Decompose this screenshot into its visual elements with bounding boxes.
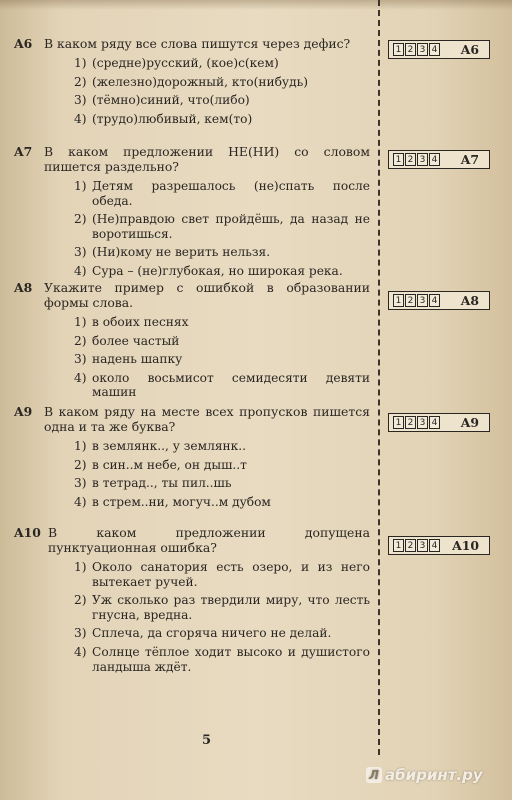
answer-box-a10[interactable]	[388, 536, 490, 555]
answer-box-label: A8	[460, 293, 479, 308]
cut-line-divider	[378, 0, 380, 755]
answer-cell[interactable]: 4	[429, 539, 440, 552]
question-number: A9	[14, 404, 33, 419]
option-text: в тетрад.., ты пил..шь	[92, 476, 232, 491]
option-text: (тёмно)синий, что(либо)	[92, 93, 250, 108]
option-number: 2)	[74, 333, 87, 348]
option-text: (средне)русский, (кое)с(кем)	[92, 56, 279, 70]
option[interactable]	[74, 112, 370, 127]
answer-cell[interactable]: 3	[417, 416, 428, 429]
question-text: В каком предложении допущена пунктуационная ошибка?	[48, 525, 370, 555]
option[interactable]	[74, 352, 370, 367]
answer-cell[interactable]: 4	[429, 416, 440, 429]
question-a7	[14, 144, 370, 283]
option-text: (железно)дорожный, кто(нибудь)	[92, 74, 308, 89]
answer-box-label: A10	[452, 538, 479, 553]
question-text: Укажите пример с ошибкой в образовании формы слова.	[44, 280, 370, 310]
option-number: 4)	[74, 263, 87, 278]
question-a6	[14, 36, 370, 130]
labirint-logo-icon: Л	[366, 767, 382, 783]
option[interactable]	[74, 458, 370, 473]
question-text: В каком ряду на месте всех пропусков пишется одна и та же буква?	[44, 404, 370, 434]
answer-cell[interactable]: 3	[417, 539, 428, 552]
option-number: 4)	[74, 494, 87, 509]
option-number: 1)	[74, 560, 87, 574]
question-a10	[14, 525, 370, 678]
option-number: 1)	[74, 179, 87, 193]
answer-box-label: A7	[460, 152, 479, 167]
option[interactable]	[74, 93, 370, 108]
question-text: В каком ряду все слова пишутся через дефис?	[44, 36, 351, 51]
question-number: A10	[14, 525, 41, 540]
option-text: (трудо)любивый, кем(то)	[92, 111, 253, 126]
option[interactable]	[74, 371, 370, 400]
answer-box-a8[interactable]	[388, 291, 490, 310]
page-top-shadow	[0, 0, 512, 10]
answer-cell[interactable]: 2	[405, 539, 416, 552]
answer-cell[interactable]: 1	[393, 539, 404, 552]
answer-cell[interactable]: 1	[393, 416, 404, 429]
option-text: Детям разрешалось (не)спать после обеда.	[92, 179, 370, 208]
option-text: в син..м небе, он дыш..т	[92, 457, 247, 472]
options-list	[74, 315, 370, 400]
watermark-text: абиринт.ру	[385, 766, 483, 784]
option-text: около восьмисот семидесяти девяти машин	[92, 370, 370, 400]
option[interactable]	[74, 75, 370, 90]
option-number: 3)	[74, 352, 87, 367]
answer-cell[interactable]: 4	[429, 153, 440, 166]
option-number: 3)	[74, 626, 87, 641]
options-list	[74, 439, 370, 509]
options-list	[74, 560, 370, 674]
answer-cell[interactable]: 1	[393, 294, 404, 307]
option[interactable]	[74, 495, 370, 510]
option-number: 4)	[74, 111, 87, 126]
option-number: 3)	[74, 93, 87, 108]
option-text: надень шапку	[92, 352, 183, 367]
question-a9	[14, 404, 370, 513]
answer-cell[interactable]: 3	[417, 294, 428, 307]
option-number: 2)	[74, 74, 87, 89]
option-text: (Не)правдою свет пройдёшь, да назад не воротишься.	[92, 212, 370, 241]
answer-cell[interactable]: 4	[429, 294, 440, 307]
option-text: в стрем..ни, могуч..м дубом	[92, 494, 271, 509]
options-list	[74, 179, 370, 279]
answer-cell[interactable]: 4	[429, 43, 440, 56]
option[interactable]	[74, 245, 370, 260]
option[interactable]	[74, 264, 370, 279]
option-number: 2)	[74, 212, 87, 227]
answer-cell[interactable]: 2	[405, 294, 416, 307]
answer-cell[interactable]: 2	[405, 43, 416, 56]
option-text: в землянк.., у землянк..	[92, 439, 247, 453]
answer-box-label: A6	[460, 42, 479, 57]
option-number: 4)	[74, 370, 87, 385]
option-text: (Ни)кому не верить нельзя.	[92, 245, 271, 260]
option-text: Солнце тёплое ходит высоко и душистого ландыша ждёт.	[92, 644, 370, 674]
option-number: 1)	[74, 56, 87, 70]
option-text: более частый	[92, 333, 180, 348]
answer-cell[interactable]: 2	[405, 416, 416, 429]
option[interactable]	[74, 179, 370, 208]
question-number: A6	[14, 36, 33, 51]
option[interactable]	[74, 439, 370, 454]
answer-cell[interactable]: 2	[405, 153, 416, 166]
question-a8	[14, 280, 370, 404]
answer-box-a7[interactable]	[388, 150, 490, 169]
option[interactable]	[74, 593, 370, 622]
option-number: 2)	[74, 593, 87, 608]
watermark	[366, 766, 483, 784]
option[interactable]	[74, 212, 370, 241]
option-number: 1)	[74, 439, 87, 453]
option[interactable]	[74, 476, 370, 491]
option[interactable]	[74, 560, 370, 589]
option-text: Сура – (не)глубокая, но широкая река.	[92, 263, 343, 278]
options-list	[74, 56, 370, 126]
option-text: в обоих песнях	[92, 315, 189, 329]
question-text: В каком предложении НЕ(НИ) со словом пишется раздельно?	[44, 144, 370, 174]
answer-box-a9[interactable]	[388, 413, 490, 432]
option-text: Уж сколько раз твердили миру, что лесть гнусна, вредна.	[92, 593, 370, 622]
option-text: Около санатория есть озеро, и из него вытекает ручей.	[92, 560, 370, 589]
page-number: 5	[202, 733, 212, 748]
option-number: 3)	[74, 476, 87, 491]
answer-cell[interactable]: 3	[417, 43, 428, 56]
question-number: A8	[14, 280, 33, 295]
option-number: 2)	[74, 457, 87, 472]
option-text: Сплеча, да сгоряча ничего не делай.	[92, 626, 332, 641]
option[interactable]	[74, 626, 370, 641]
question-number: A7	[14, 144, 33, 159]
option-number: 3)	[74, 245, 87, 260]
answer-cell[interactable]: 3	[417, 153, 428, 166]
answer-box-label: A9	[460, 415, 479, 430]
answer-cell[interactable]: 1	[393, 153, 404, 166]
option-number: 1)	[74, 315, 87, 329]
option[interactable]	[74, 56, 370, 71]
answer-cell[interactable]: 1	[393, 43, 404, 56]
option-number: 4)	[74, 644, 87, 659]
answer-box-a6[interactable]	[388, 40, 490, 59]
option[interactable]	[74, 334, 370, 349]
option[interactable]	[74, 645, 370, 674]
option[interactable]	[74, 315, 370, 330]
